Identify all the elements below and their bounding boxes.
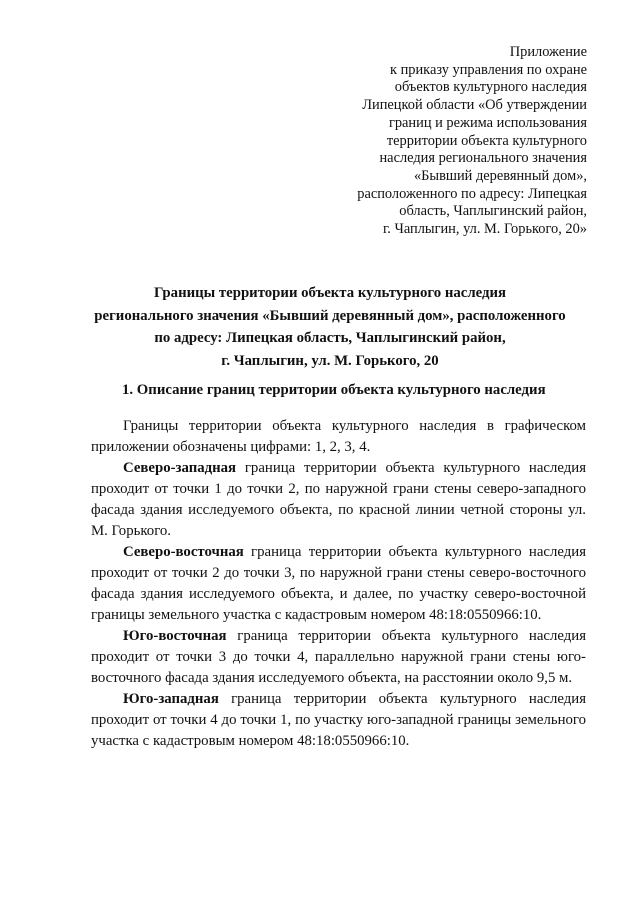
paragraph-lead: Северо-восточная xyxy=(123,544,244,560)
paragraph-southeast xyxy=(91,626,586,689)
paragraph-lead: Юго-западная xyxy=(123,691,219,707)
appendix-line: наследия регионального значения xyxy=(379,150,587,167)
appendix-line: расположенного по адресу: Липецкая xyxy=(357,185,587,202)
paragraph-text: граница территории объекта культурного наследия проходит от точки 4 до точки 1, по участку юго-западной границы земельного участка с кадастровым номером 48:18:0550966:10. xyxy=(91,691,586,749)
appendix-line: область, Чаплыгинский район, xyxy=(399,203,587,220)
paragraph-text: граница территории объекта культурного наследия проходит от точки 1 до точки 2, по наружной грани стены северо-западного фасада здания исследуемого объекта, по красной линии четной стороны ул. М. Горького. xyxy=(91,460,586,539)
appendix-line: Приложение xyxy=(509,44,587,60)
section-heading: 1. Описание границ территории объекта культурного наследия xyxy=(122,382,546,398)
appendix-line: территории объекта культурного xyxy=(386,132,587,149)
appendix-header xyxy=(287,44,587,239)
appendix-line: г. Чаплыгин, ул. М. Горького, 20» xyxy=(383,221,587,238)
appendix-line: Липецкой области «Об утверждении xyxy=(362,97,587,114)
appendix-line: границ и режима использования xyxy=(388,114,587,131)
paragraph-text: Границы территории объекта культурного наследия в графическом приложении обозначены цифрами: 1, 2, 3, 4. xyxy=(91,418,586,455)
document-title xyxy=(60,282,600,372)
paragraph-southwest xyxy=(91,689,586,752)
title-line: г. Чаплыгин, ул. М. Горького, 20 xyxy=(221,352,439,369)
paragraph-northwest xyxy=(91,458,586,542)
appendix-line: «Бывший деревянный дом», xyxy=(413,167,587,184)
appendix-line: к приказу управления по охране xyxy=(390,61,587,78)
paragraph-intro xyxy=(91,416,586,458)
paragraph-lead: Северо-западная xyxy=(123,460,237,476)
appendix-line: объектов культурного наследия xyxy=(394,79,587,96)
title-line: регионального значения «Бывший деревянный дом», расположенного xyxy=(94,307,566,324)
title-line: по адресу: Липецкая область, Чаплыгинский район, xyxy=(154,330,506,346)
paragraph-text: граница территории объекта культурного наследия проходит от точки 2 до точки 3, по наружной грани стены северо-восточного фасада здания исследуемого объекта, и далее, по участку северо-восточной границы земельного участка с кадастровым номером 48:18:0550966:10. xyxy=(91,544,586,623)
document-body xyxy=(91,416,586,752)
paragraph-text: граница территории объекта культурного наследия проходит от точки 3 до точки 4, параллельно наружной грани стены юго-восточного фасада здания исследуемого объекта, на расстоянии около 9,5 м. xyxy=(91,628,586,686)
paragraph-northeast xyxy=(91,542,586,626)
paragraph-lead: Юго-восточная xyxy=(123,628,227,644)
title-line: Границы территории объекта культурного наследия xyxy=(153,285,507,301)
